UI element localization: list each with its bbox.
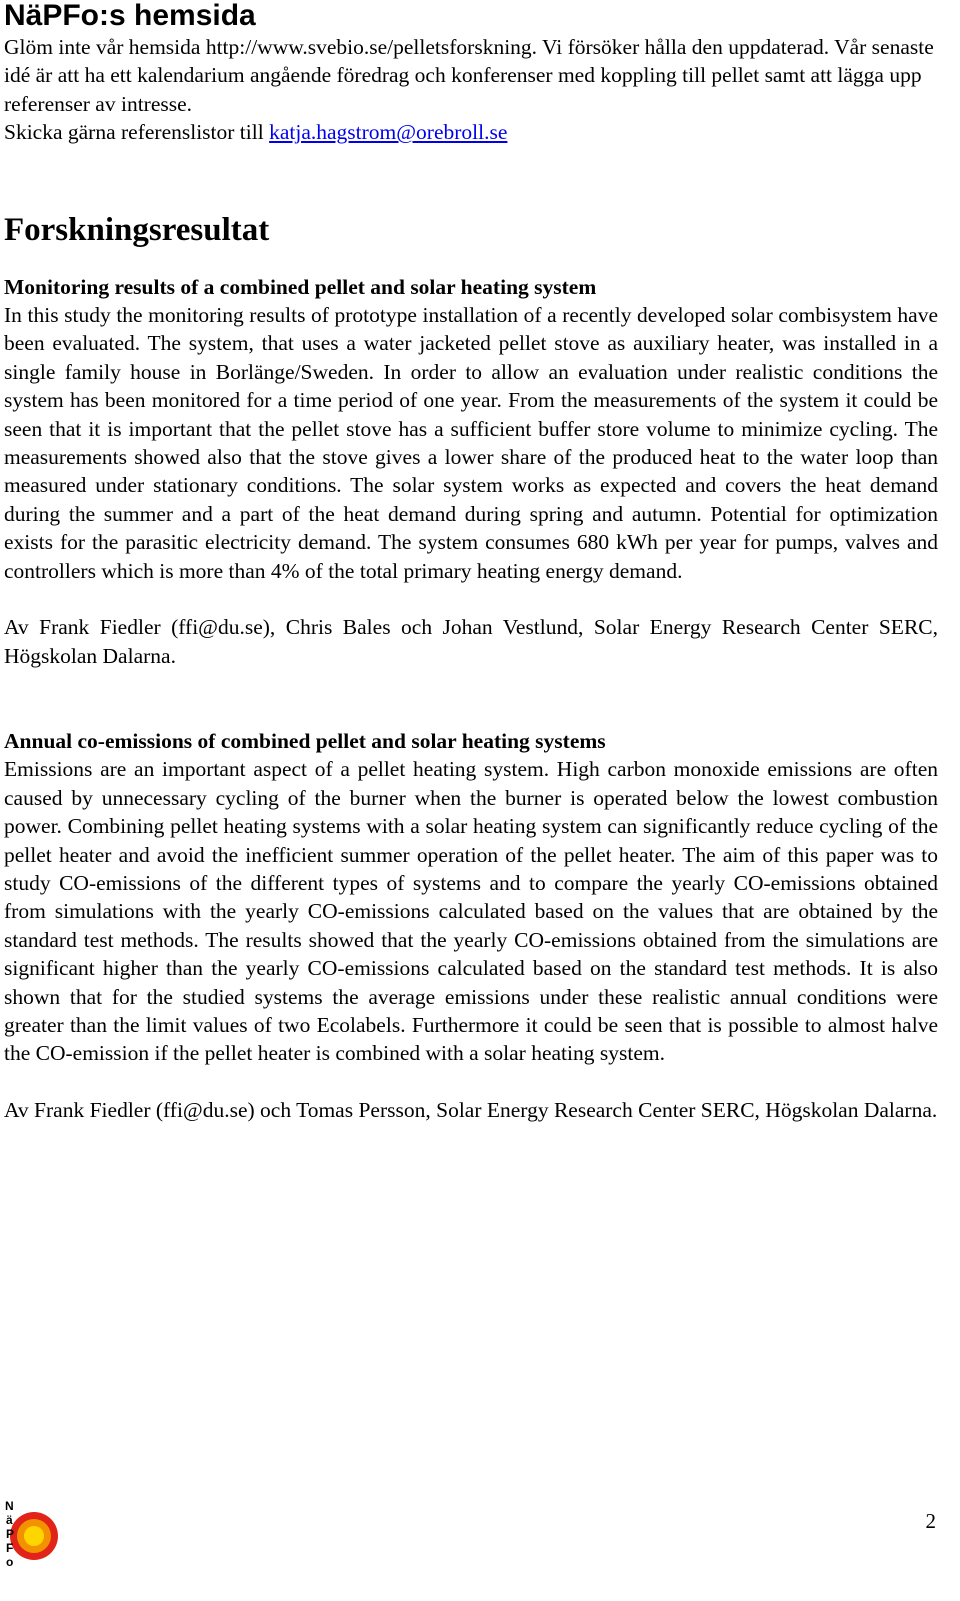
site-title: NäPFo:s hemsida (4, 0, 256, 32)
logo-letter: ä (6, 1513, 13, 1527)
article-title: Monitoring results of a combined pellet and solar heating system (4, 274, 597, 299)
article-body: Emissions are an important aspect of a pellet heating system. High carbon monoxide emissions are often caused by unnecessary cycling of the burner when the burner is operated below the lowest combustion power. Combining pellet heating systems with a solar heating system can significantly reduce cycling of the pellet heater and avoid the inefficient summer operation of the pellet heater. The aim of this paper was to study CO-emissions of the different types of systems and to compare the yearly CO-emissions obtained from simulations with the yearly CO-emissions calculated based on the values that are obtained by the standard test methods. The results showed that the yearly CO-emissions obtained from the simulations are significant higher than the yearly CO-emissions calculated based on the standard test methods. It is also shown that for the studied systems the average emissions under these realistic annual conditions were greater than the limit values of two Ecolabels. Furthermore it could be seen that is possible to almost halve the CO-emission if the pellet heater is combined with a solar heating system. (4, 757, 938, 1066)
article (4, 273, 938, 670)
article-title: Annual co-emissions of combined pellet and solar heating systems (4, 728, 606, 753)
article-author: Av Frank Fiedler (ffi@du.se), Chris Bales och Johan Vestlund, Solar Energy Research Center SERC, Högskolan Dalarna. (4, 615, 938, 668)
article-author: Av Frank Fiedler (ffi@du.se) och Tomas Persson, Solar Energy Research Center SERC, Högskolan Dalarna. (4, 1097, 938, 1122)
article-body: In this study the monitoring results of prototype installation of a recently developed solar combisystem have been evaluated. The system, that uses a water jacketed pellet stove as auxiliary heater, was installed in a single family house in Borlänge/Sweden. In order to allow an evaluation under realistic conditions the system has been monitored for a time period of one year. From the measurements of the system it could be seen that it is important that the pellet stove has a sufficient buffer store volume to minimize cycling. The measurements showed also that the stove gives a lower share of the produced heat to the water loop than measured under stationary conditions. The solar system works as expected and covers the heat demand during the summer and a part of the heat demand during spring and autumn. Potential for optimization exists for the parasitic electricity demand. The system consumes 680 kWh per year for pumps, valves and controllers which is more than 4% of the total primary heating energy demand. (4, 303, 938, 583)
logo-letter: o (6, 1555, 14, 1569)
intro-text: Glöm inte vår hemsida http://www.svebio.se/pelletsforskning. Vi försöker hålla den uppdaterad. Vår senaste idé är att ha ett kalendarium angående föredrag och konferenser med koppling till pellet samt att lägga upp referenser av intresse. (4, 35, 934, 116)
article (4, 727, 938, 1124)
intro-paragraph (4, 33, 938, 147)
logo-letter: N (5, 1499, 14, 1513)
logo-letter: F (6, 1541, 14, 1555)
send-references-text: Skicka gärna referenslistor till (4, 120, 270, 145)
logo-sun-shape (10, 1512, 58, 1560)
logo-letters (5, 1499, 14, 1569)
page-number: 2 (925, 1509, 936, 1533)
napfo-logo-icon (2, 1498, 58, 1570)
intro-section (4, 33, 938, 147)
section-heading: Forskningsresultat (4, 211, 270, 248)
email-link[interactable]: katja.hagstrom@orebroll.se (269, 120, 508, 145)
logo-letter: P (6, 1527, 15, 1541)
document-page (4, 0, 938, 1124)
